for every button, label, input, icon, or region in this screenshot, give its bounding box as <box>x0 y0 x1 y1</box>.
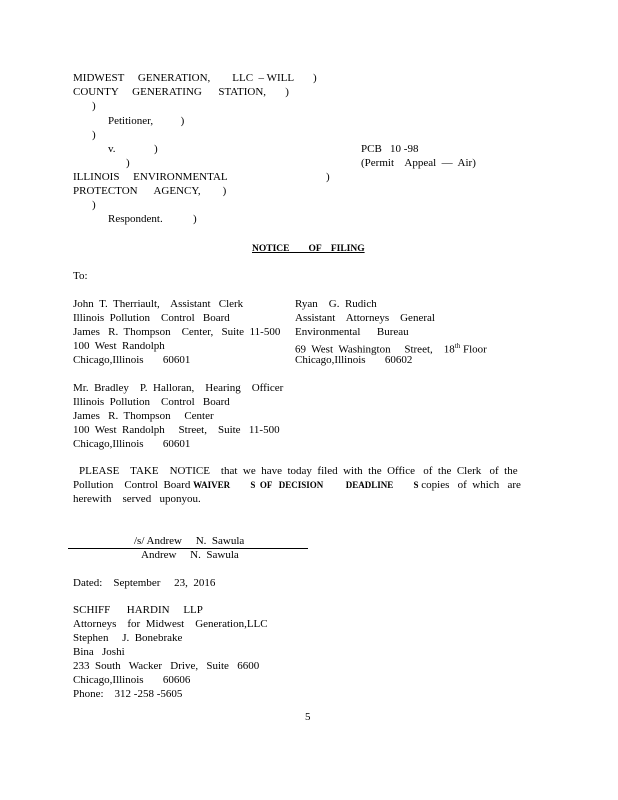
case-type: (Permit Appeal — Air) <box>361 157 476 169</box>
notice-body-line1: PLEASE TAKE NOTICE that we have today filed with the Office of the Clerk of the <box>79 465 518 477</box>
notice-heading: NOTICE OF FILING <box>252 244 365 254</box>
address-street: 69 West Washington Street, 18 <box>295 343 455 356</box>
case-number: PCB 10 -98 <box>361 143 419 155</box>
signature-line: /s/ Andrew N. Sawula <box>134 535 245 547</box>
caption-paren: ) <box>326 171 330 183</box>
firm-line: Attorneys for Midwest Generation,LLC <box>73 618 268 630</box>
firm-line: SCHIFF HARDIN LLP <box>73 604 203 616</box>
firm-line: Stephen J. Bonebrake <box>73 632 183 644</box>
recipient-right-line: Assistant Attorneys General <box>295 312 435 324</box>
caption-versus: v. ) <box>108 143 158 155</box>
recipient-right-line: Ryan G. Rudich <box>295 298 377 310</box>
body-text: copies of which are <box>418 479 521 491</box>
hearing-officer-line: Illinois Pollution Control Board <box>73 396 230 408</box>
hearing-officer-line: James R. Thompson Center <box>73 410 214 422</box>
recipient-left-line: John T. Therriault, Assistant Clerk <box>73 298 244 310</box>
dated-line: Dated: September 23, 2016 <box>73 577 216 589</box>
hearing-officer-line: 100 West Randolph Street, Suite 11-500 <box>73 424 280 436</box>
firm-line: Phone: 312 -258 -5605 <box>73 688 183 700</box>
document-title: WAIVER S OF DECISION DEADLINE S <box>193 480 419 490</box>
caption-paren: ) <box>92 129 96 141</box>
hearing-officer-line: Mr. Bradley P. Halloran, Hearing Officer <box>73 382 284 394</box>
recipient-left-line: James R. Thompson Center, Suite 11-500 <box>73 326 281 338</box>
recipient-right-line: Chicago,Illinois 60602 <box>295 354 413 366</box>
recipient-right-line: Environmental Bureau <box>295 326 409 338</box>
recipient-left-line: 100 West Randolph <box>73 340 165 352</box>
recipient-left-line: Illinois Pollution Control Board <box>73 312 230 324</box>
floor-word: Floor <box>460 343 487 356</box>
caption-petitioner-line2: COUNTY GENERATING STATION, ) <box>73 86 289 98</box>
hearing-officer-line: Chicago,Illinois 60601 <box>73 438 191 450</box>
caption-paren: ) <box>92 100 96 112</box>
recipient-left-line: Chicago,Illinois 60601 <box>73 354 191 366</box>
caption-petitioner-line1: MIDWEST GENERATION, LLC – WILL ) <box>73 72 317 84</box>
caption-paren: ) <box>92 199 96 211</box>
notice-body-line2 <box>73 479 521 492</box>
body-text: Pollution Control Board <box>73 479 194 491</box>
notice-body-line3: herewith served uponyou. <box>73 493 201 505</box>
signer-name: Andrew N. Sawula <box>141 549 239 561</box>
to-label: To: <box>73 270 88 282</box>
caption-respondent-label: Respondent. ) <box>108 213 197 225</box>
caption-petitioner-label: Petitioner, ) <box>108 115 185 127</box>
page-number: 5 <box>305 711 311 723</box>
caption-respondent-line1: ILLINOIS ENVIRONMENTAL <box>73 171 228 183</box>
firm-line: Chicago,Illinois 60606 <box>73 674 191 686</box>
firm-line: Bina Joshi <box>73 646 125 658</box>
caption-respondent-line2: PROTECTON AGENCY, ) <box>73 185 227 197</box>
floor-suffix: th <box>454 342 461 350</box>
firm-line: 233 South Wacker Drive, Suite 6600 <box>73 660 260 672</box>
caption-paren: ) <box>126 157 130 169</box>
